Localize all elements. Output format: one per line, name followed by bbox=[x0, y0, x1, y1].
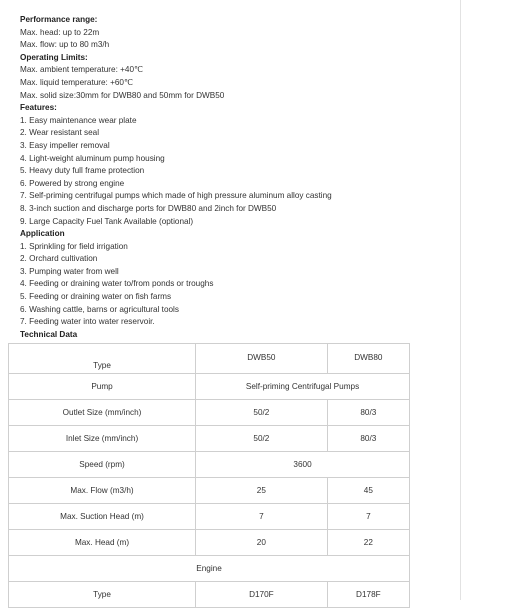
section-heading: Features: bbox=[20, 103, 57, 113]
table-cell: 7 bbox=[196, 504, 328, 530]
text-line: 1. Easy maintenance wear plate bbox=[20, 115, 137, 125]
text-line: 7. Feeding water into water reservoir. bbox=[20, 317, 155, 327]
table-cell: Self-priming Centrifugal Pumps bbox=[196, 374, 410, 400]
table-cell: 50/2 bbox=[196, 400, 328, 426]
table-cell: 20 bbox=[196, 530, 328, 556]
table-row bbox=[9, 582, 410, 608]
row-label: Max. Head (m) bbox=[9, 530, 196, 556]
text-line: 4. Feeding or draining water to/from ponds or troughs bbox=[20, 279, 214, 289]
table-cell: D170F bbox=[196, 582, 328, 608]
row-label: Max. Flow (m3/h) bbox=[9, 478, 196, 504]
table-cell: 45 bbox=[327, 478, 409, 504]
section-heading: Application bbox=[20, 229, 65, 239]
text-line: 6. Powered by strong engine bbox=[20, 178, 125, 188]
table-section-label: Engine bbox=[9, 556, 410, 582]
text-line: Max. liquid temperature: +60℃ bbox=[20, 77, 134, 87]
text-line: 1. Sprinkling for field irrigation bbox=[20, 241, 128, 251]
table-header-cell: DWB50 bbox=[196, 344, 328, 374]
table-header-row bbox=[9, 344, 410, 374]
text-line: 4. Light-weight aluminum pump housing bbox=[20, 153, 165, 163]
table-cell: 80/3 bbox=[327, 400, 409, 426]
text-line: 7. Self-priming centrifugal pumps which made of high pressure aluminum alloy casting bbox=[20, 191, 332, 201]
text-line: 3. Easy impeller removal bbox=[20, 140, 110, 150]
section-heading: Operating Limits: bbox=[20, 52, 88, 62]
section-heading: Technical Data bbox=[20, 329, 78, 339]
text-line: Max. ambient temperature: +40℃ bbox=[20, 65, 144, 75]
table-row bbox=[9, 400, 410, 426]
table-row bbox=[9, 478, 410, 504]
table-cell: D178F bbox=[327, 582, 409, 608]
table-cell: 7 bbox=[327, 504, 409, 530]
technical-data-table bbox=[8, 343, 410, 608]
table-row bbox=[9, 374, 410, 400]
row-label: Inlet Size (mm/inch) bbox=[9, 426, 196, 452]
table-row bbox=[9, 530, 410, 556]
table-header-cell: DWB80 bbox=[327, 344, 409, 374]
text-line: 2. Wear resistant seal bbox=[20, 128, 100, 138]
table-cell: 25 bbox=[196, 478, 328, 504]
table-cell: 80/3 bbox=[327, 426, 409, 452]
row-label: Pump bbox=[9, 374, 196, 400]
table-cell: 3600 bbox=[196, 452, 410, 478]
text-line: 2. Orchard cultivation bbox=[20, 254, 98, 264]
text-line: 8. 3-inch suction and discharge ports for DWB80 and 2inch for DWB50 bbox=[20, 203, 277, 213]
table-header-cell: Type bbox=[9, 344, 196, 374]
table-cell: 50/2 bbox=[196, 426, 328, 452]
table-cell: 22 bbox=[327, 530, 409, 556]
product-description bbox=[20, 14, 450, 341]
row-label: Outlet Size (mm/inch) bbox=[9, 400, 196, 426]
text-line: Max. solid size:30mm for DWB80 and 50mm for DWB50 bbox=[20, 90, 225, 100]
text-line: 9. Large Capacity Fuel Tank Available (optional) bbox=[20, 216, 194, 226]
table-row bbox=[9, 426, 410, 452]
row-label: Type bbox=[9, 582, 196, 608]
text-line: 5. Heavy duty full frame protection bbox=[20, 166, 145, 176]
table-row bbox=[9, 452, 410, 478]
text-line: Max. head: up to 22m bbox=[20, 27, 100, 37]
row-label: Max. Suction Head (m) bbox=[9, 504, 196, 530]
table-section-row bbox=[9, 556, 410, 582]
text-line: 3. Pumping water from well bbox=[20, 266, 119, 276]
section-heading: Performance range: bbox=[20, 15, 98, 24]
text-line: 6. Washing cattle, barns or agricultural tools bbox=[20, 304, 179, 314]
text-line: 5. Feeding or draining water on fish farms bbox=[20, 292, 172, 302]
content-divider bbox=[460, 0, 461, 600]
row-label: Speed (rpm) bbox=[9, 452, 196, 478]
text-line: Max. flow: up to 80 m3/h bbox=[20, 40, 110, 50]
table-row bbox=[9, 504, 410, 530]
